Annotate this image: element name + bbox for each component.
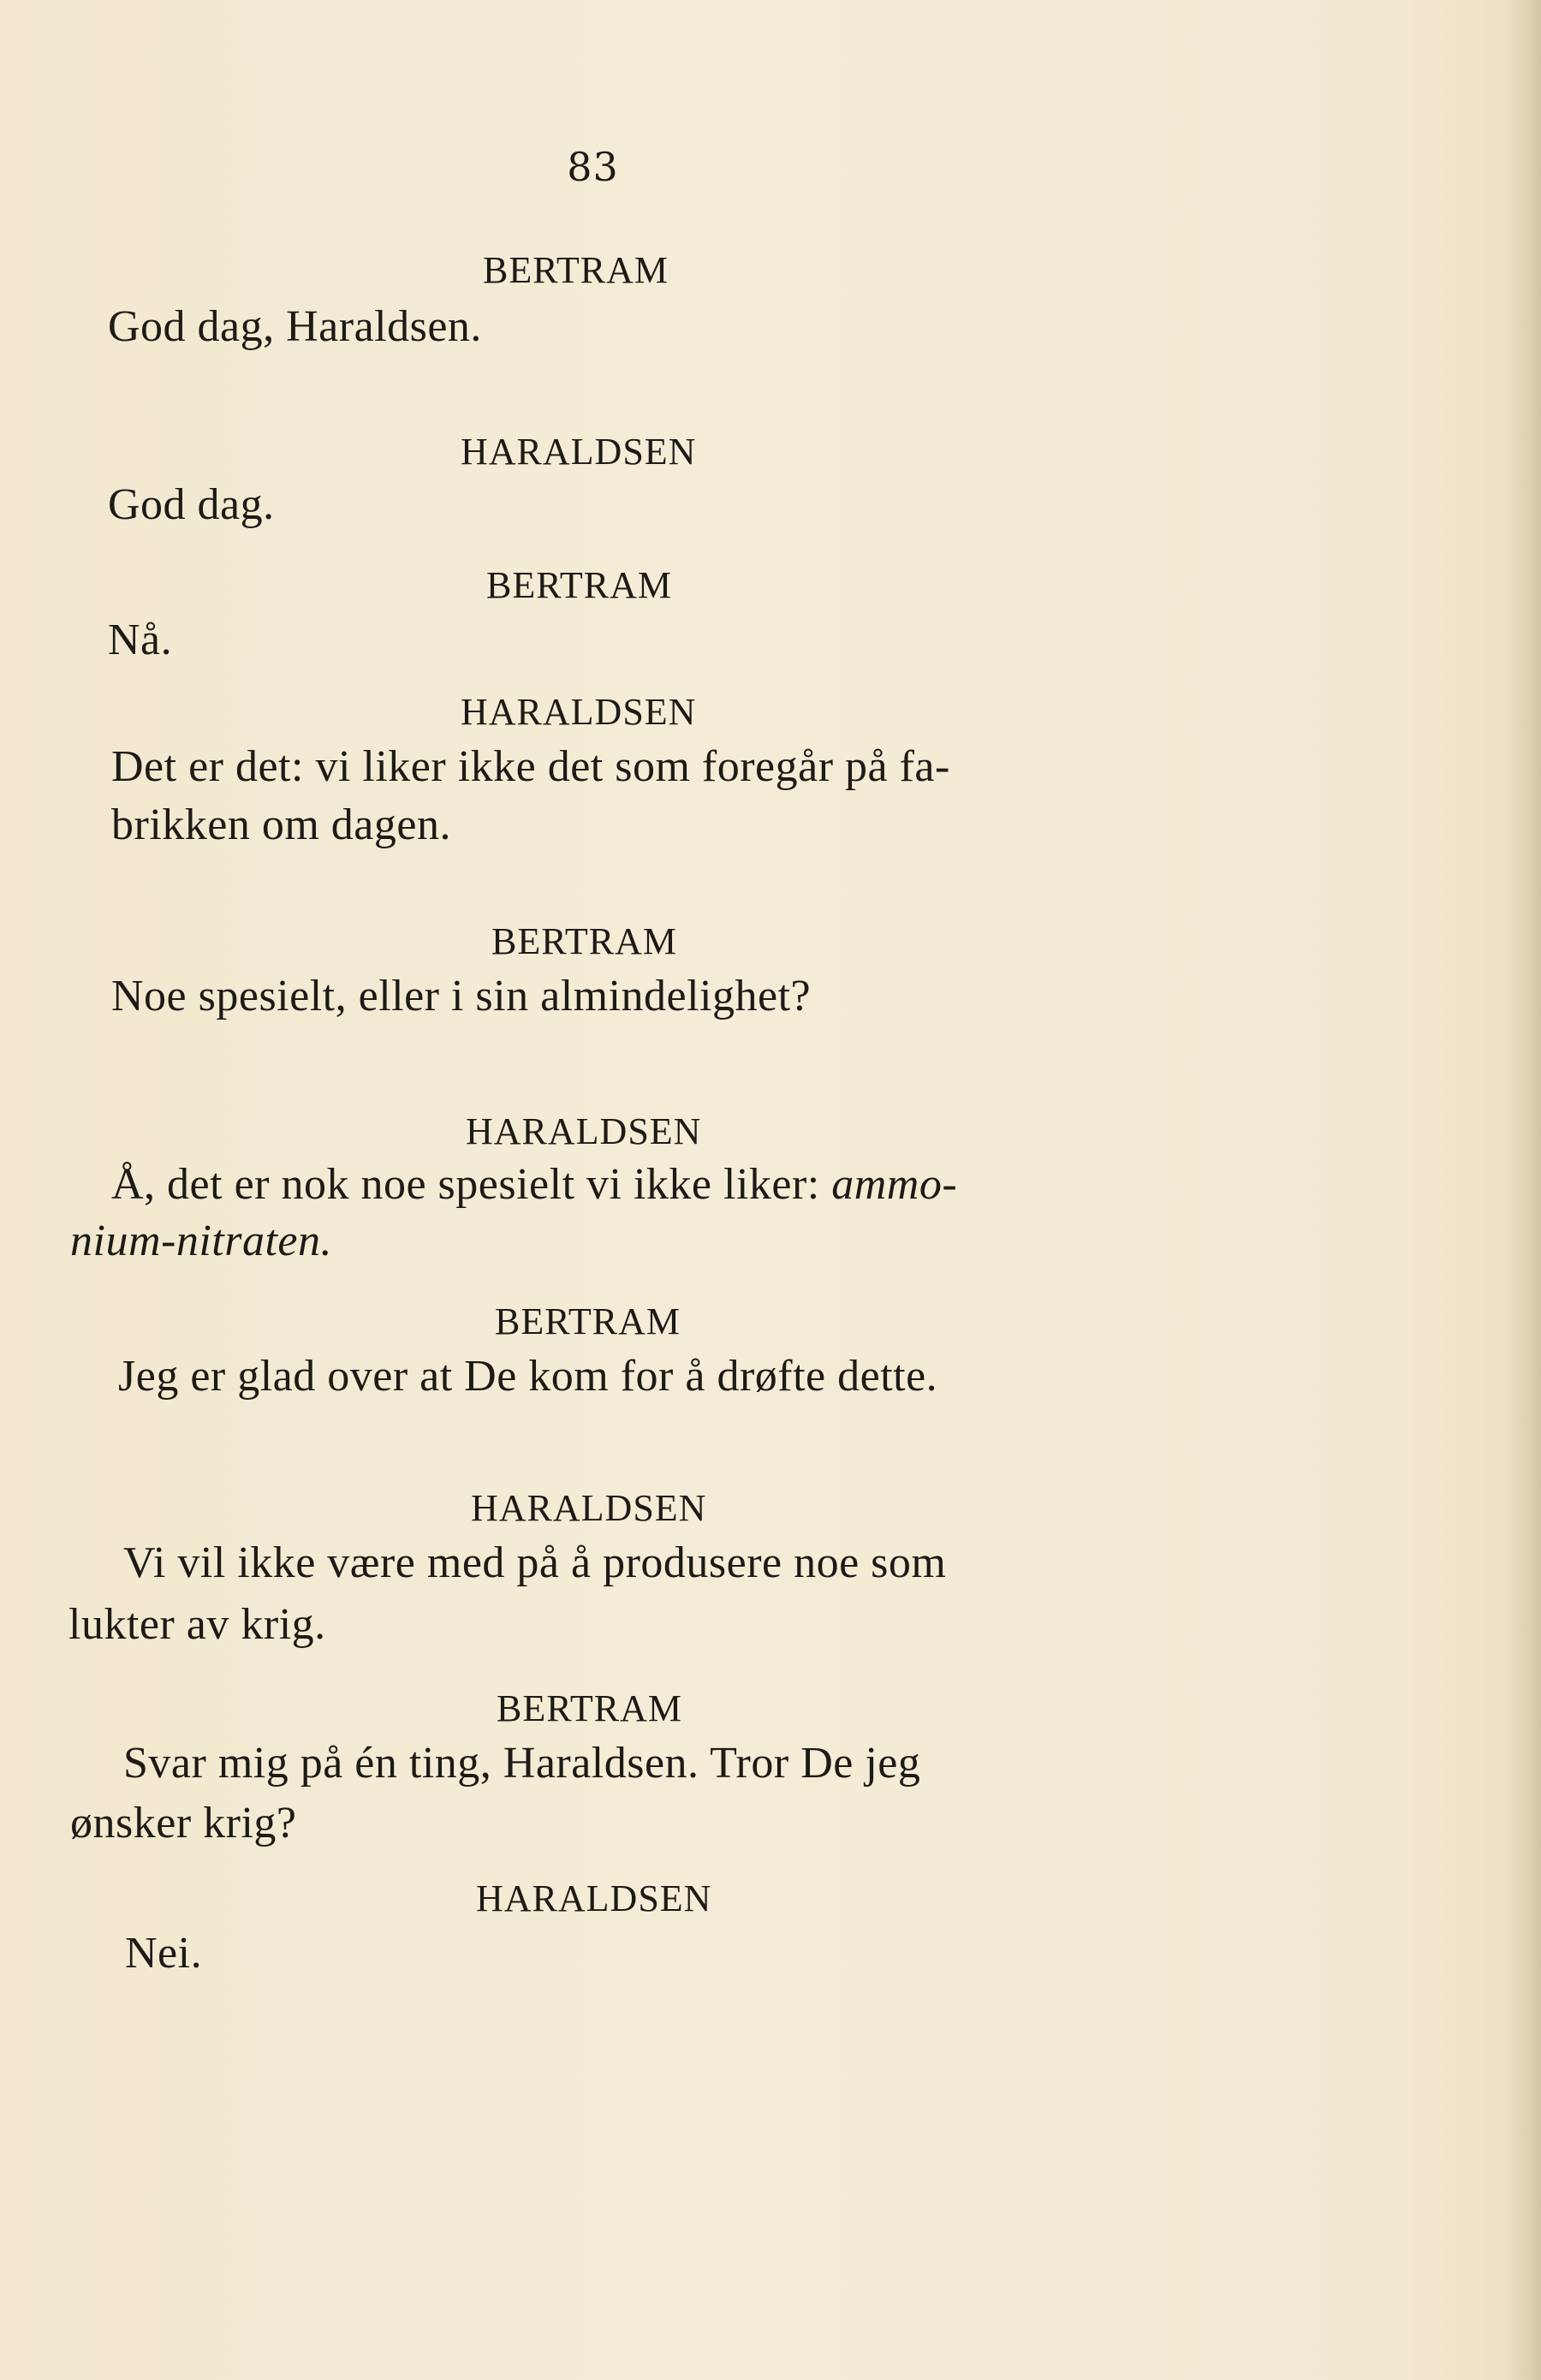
dialogue-line: Det er det: vi liker ikke det som foregår på fa-	[111, 742, 950, 791]
dialogue-line	[111, 1159, 957, 1210]
page-edge-shadow	[1505, 0, 1541, 2380]
speaker-name: BERTRAM	[486, 564, 673, 606]
speaker-name: BERTRAM	[495, 1300, 681, 1342]
speaker-name: HARALDSEN	[471, 1487, 707, 1529]
italic-text: ammo-	[831, 1160, 958, 1209]
dialogue-line: Nei.	[125, 1929, 203, 1978]
speaker-name: BERTRAM	[491, 920, 678, 962]
dialogue-line: Vi vil ikke være med på å produsere noe som	[123, 1538, 947, 1587]
dialogue-line: Nå.	[108, 616, 173, 664]
speaker-name: HARALDSEN	[466, 1110, 702, 1152]
dialogue-line: nium-nitraten.	[70, 1217, 332, 1265]
speaker-name: BERTRAM	[483, 249, 669, 291]
speaker-name: BERTRAM	[497, 1687, 683, 1729]
dialogue-line: Svar mig på én ting, Haraldsen. Tror De jeg	[123, 1739, 921, 1788]
dialogue-line: brikken om dagen.	[111, 800, 451, 849]
speaker-name: HARALDSEN	[461, 431, 697, 473]
dialogue-line: ønsker krig?	[70, 1799, 297, 1847]
speaker-name: HARALDSEN	[476, 1877, 712, 1919]
dialogue-line: lukter av krig.	[68, 1600, 326, 1649]
page-number: 83	[567, 144, 619, 190]
line-text: Å, det er nok noe spesielt vi ikke liker:	[111, 1160, 820, 1209]
dialogue-line: God dag.	[108, 480, 275, 529]
dialogue-line: God dag, Haraldsen.	[108, 302, 482, 351]
dialogue-line: Jeg er glad over at De kom for å drøfte dette.	[118, 1352, 938, 1401]
speaker-name: HARALDSEN	[461, 691, 697, 733]
dialogue-line: Noe spesielt, eller i sin almindelighet?	[111, 972, 812, 1020]
